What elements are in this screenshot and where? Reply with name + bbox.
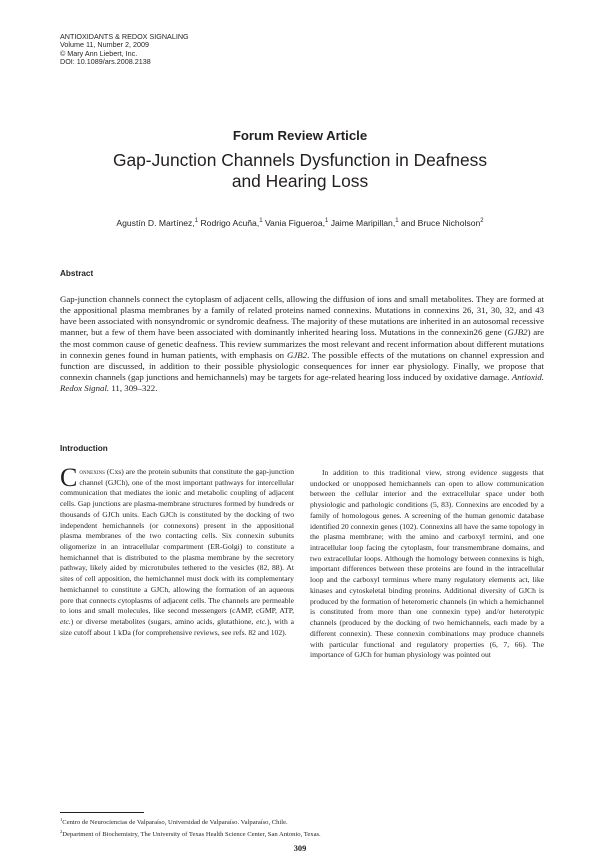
author-name: Vania Figueroa,: [264, 218, 325, 228]
author-name: Rodrigo Acuña,: [200, 218, 260, 228]
paragraph-text: In addition to this traditional view, strong evidence suggests that undocked or unopposed hemichannels can open to allow communication between the cellular interior and the extracellular space under both physiologic and pathologic conditions (5, 83). Connexins are encoded by a family of homologous genes. A screening of the human genomic database identified 20 connexin genes (102). Connexins all have the same topology in the plasma membrane; with the amino and carboxyl termini, and one intracellular loop facing the cytoplasm, four transmembrane domains, and two extracellular loops. Although the homology between connexins is high, important differences between these proteins are found in the intracellular loop and the carboxyl terminus where many regulatory elements act, like kinases and cytoskeletal binding proteins. Additional diversity of GJCh is produced by the formation of heteromeric channels (in which a hemichannel is constituted from more than one connexin type) and/or heterotypic channels (produced by the docking of two hemichannels, each made by a different connexin). These connexin combinations may produce channels with particular functional and regulatory properties (6, 7, 66). The importance of GJCh for human physiology was pointed out: [310, 468, 544, 660]
footnote-text: Department of Biochemistry, The University of Texas Health Science Center, San Antonio, Texas.: [62, 831, 321, 839]
body-column-left: [60, 463, 294, 639]
footnote-text: Centro de Neurociencias de Valparaíso, Universidad de Valparaíso. Valparaíso, Chile.: [62, 819, 288, 827]
footnotes: [60, 815, 321, 840]
article-type: Forum Review Article: [232, 128, 368, 143]
journal-header: [60, 33, 189, 67]
author-affiliation-mark: 1: [325, 218, 329, 225]
journal-volume: Volume 11, Number 2, 2009: [60, 40, 149, 50]
paragraph-text: ) or diverse metabolites (sugars, amino acids, glutathione,: [70, 617, 257, 627]
author-list: [0, 218, 600, 228]
abstract-text-main: Gap-junction channels connect the cytoplasm of adjacent cells, allowing the diffusion of ions and small metabolites. They are formed at the appositional plasma membranes by a family of related proteins named connexins. Mutations in connexins 26, 31, 30, 32, and 43 have been associated with nonsyndromic or syndromic deafness. The majority of these mutations are inherited in an autosomal recessive manner, but a few of them have been associated with dominantly inherited hearing loss. Mutations in the connexin26 gene (: [60, 294, 544, 338]
citation-details: 11, 309–322.: [109, 383, 158, 393]
journal-doi: DOI: 10.1089/ars.2008.2138: [60, 57, 151, 67]
footnote-item: [60, 815, 321, 827]
paragraph-text: (Cxs) are the protein subunits that constitute the gap-junction channel (GJCh), one of the most important pathways for intercellular communication that mediates the ionic and metabolic coupling of adjacent cells. Gap junctions are plasma-membrane structures formed by hundreds or thousands of GJCh units. Each GJCh is constituted by the docking of two independent hemichannels (or connexons) present in the appositional plasma membranes of the two contacting cells. Six connexin subunits oligomerize in an intracellular compartment (ER-Golgi) to constitute a hemichannel that is distributed to the plasma membrane by the secretory pathway, likely aided by microtubules tethered to the vesicles (82, 88). At sites of cell apposition, the hemichannel must dock with its complementary hemichannel to constitute a GJCh, allowing the formation of an aqueous pore that connects cytoplasms of adjacent cells. The channels are permeable to ions and small molecules, like second messengers (cAMP, cGMP, ATP,: [60, 467, 294, 616]
page-number: 309: [293, 844, 307, 853]
abstract-text-mid: ) are the most common cause of genetic deafness. This review summarizes the most relevant and recent information about different mutations in connexin genes found in human patients, with emphasis on: [60, 327, 545, 360]
journal-copyright: © Mary Ann Liebert, Inc.: [60, 48, 138, 58]
etc-abbrev: etc.: [256, 617, 267, 627]
journal-name: ANTIOXIDANTS & REDOX SIGNALING: [60, 32, 189, 41]
footnote-divider: [60, 812, 144, 813]
lead-word: onnexins: [79, 467, 105, 476]
author-name: Agustín D. Martínez,: [116, 218, 195, 228]
author-name: and Bruce Nicholson: [400, 218, 481, 228]
etc-abbrev: etc.: [60, 617, 71, 627]
author-affiliation-mark: 1: [259, 218, 263, 225]
title-line-2: and Hearing Loss: [231, 171, 369, 191]
paragraph-text: ), with a size cutoff about 1 kDa (for comprehensive reviews, see refs. 82 and 102).: [60, 617, 294, 637]
author-affiliation-mark: 1: [395, 218, 399, 225]
footnote-mark: 1: [60, 817, 63, 822]
gene-name: GJB2: [507, 327, 528, 338]
author-affiliation-mark: 2: [480, 218, 484, 225]
drop-cap: C: [60, 463, 78, 492]
section-heading-introduction: Introduction: [60, 444, 108, 453]
title-line-1: Gap-Junction Channels Dysfunction in Deafness: [112, 150, 488, 170]
page-title: [0, 150, 600, 192]
footnote-item: [60, 827, 321, 839]
author-affiliation-mark: 1: [194, 218, 199, 225]
author-name: Jaime Maripillan,: [330, 218, 396, 228]
abstract-text-end: . The possible effects of the mutations on channel expression and function are discussed, in addition to their possible physiologic consequences for inner ear physiology. Finally, we propose that connexin channels (gap junctions and hemichannels) may be targets for age-related hearing loss induced by oxidative damage.: [60, 349, 545, 382]
abstract-heading: Abstract: [60, 269, 94, 278]
gene-name: GJB2: [286, 349, 308, 360]
body-column-right: [310, 468, 544, 661]
citation-journal: Antioxid. Redox Signal.: [60, 371, 544, 393]
footnote-mark: 2: [60, 829, 63, 835]
abstract-body: [60, 294, 544, 394]
